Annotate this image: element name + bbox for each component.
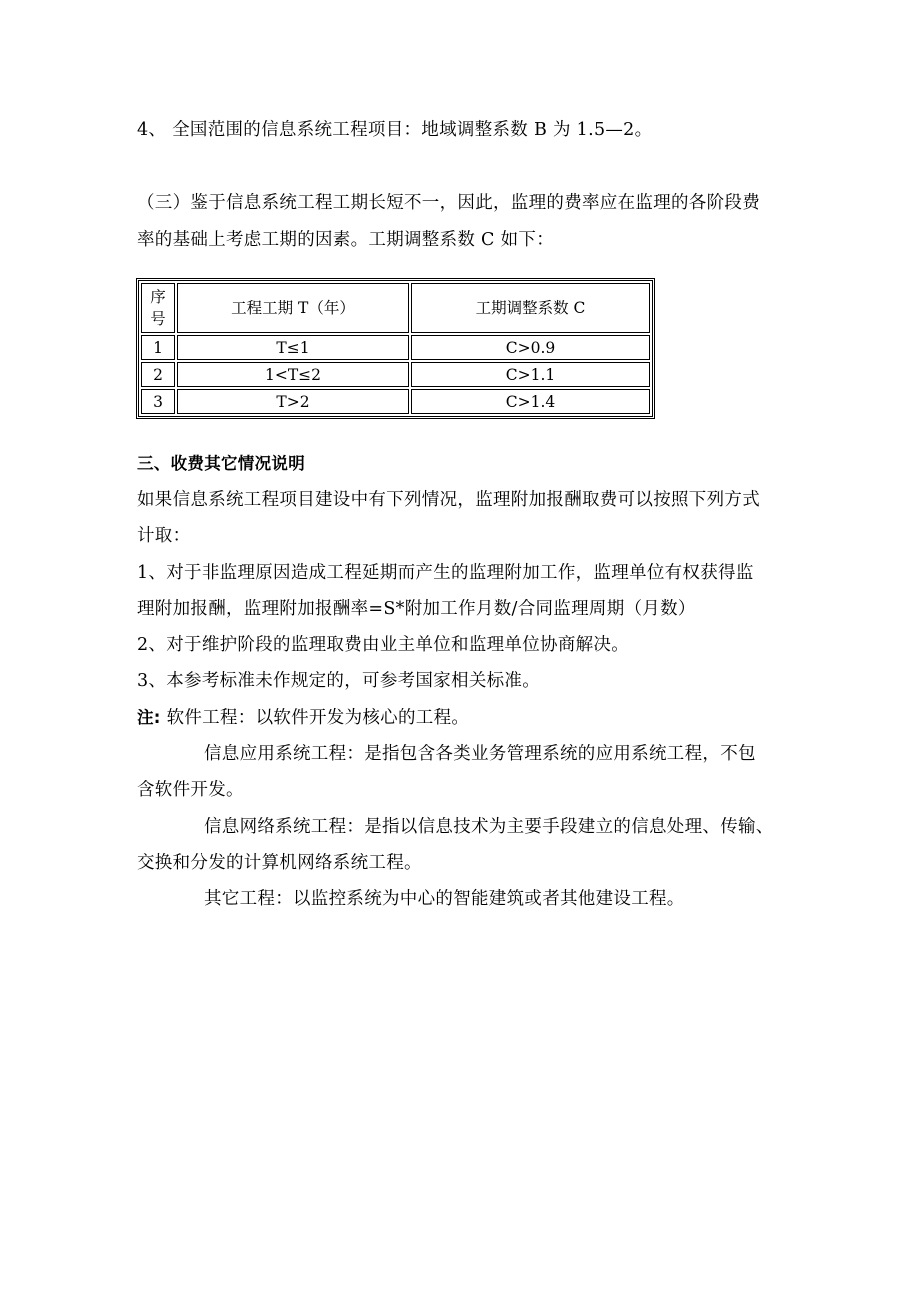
note-app-line-2: 含软件开发。 [137,780,244,800]
table-header-row [141,283,650,333]
header-seq-bottom: 号 [150,310,166,328]
rule-2: 2、对于维护阶段的监理取费由业主单位和监理单位协商解决。 [137,635,630,655]
cell-coefficient: C>0.9 [411,335,650,360]
table-row [141,389,650,414]
note-software: 软件工程：以软件开发为核心的工程。 [160,708,470,728]
section-heading: 三、收费其它情况说明 [137,454,305,473]
cell-coefficient: C>1.1 [411,362,650,387]
header-seq-top: 序 [150,288,166,306]
cell-period: T≤1 [177,335,409,360]
rule-3: 3、本参考标准未作规定的，可参考国家相关标准。 [137,671,541,691]
table-row [141,362,650,387]
cell-coefficient: C>1.4 [411,389,650,414]
intro-line-2: 计取： [137,526,191,546]
note-software-line [137,706,469,730]
table-row [141,335,650,360]
header-coefficient: 工期调整系数 C [411,283,650,333]
header-period: 工程工期 T（年） [177,283,409,333]
note-net-line-1: 信息网络系统工程：是指以信息技术为主要手段建立的信息处理、传输、 [204,817,774,837]
note-other: 其它工程：以监控系统为中心的智能建筑或者其他建设工程。 [204,889,685,909]
paragraph-3-line-1: （三）鉴于信息系统工程工期长短不一，因此，监理的费率应在监理的各阶段费 [137,193,760,213]
item-4-text: 4、 全国范围的信息系统工程项目：地域调整系数 B 为 1.5—2。 [137,120,653,140]
note-label: 注: [137,708,161,727]
cell-seq: 3 [141,389,175,414]
cell-period: T>2 [177,389,409,414]
note-net-line-2: 交换和分发的计算机网络系统工程。 [137,853,422,873]
period-coefficient-table [136,278,655,419]
rule-1-line-1: 1、对于非监理原因造成工程延期而产生的监理附加工作，监理单位有权获得监 [137,563,754,583]
header-seq [141,283,175,333]
note-app-line-1: 信息应用系统工程：是指包含各类业务管理系统的应用系统工程，不包 [204,744,756,764]
cell-seq: 2 [141,362,175,387]
paragraph-3-line-2: 率的基础上考虑工期的因素。工期调整系数 C 如下： [137,230,555,250]
cell-period: 1<T≤2 [177,362,409,387]
intro-line-1: 如果信息系统工程项目建设中有下列情况，监理附加报酬取费可以按照下列方式 [137,490,760,510]
cell-seq: 1 [141,335,175,360]
rule-1-line-2: 理附加报酬，监理附加报酬率=S*附加工作月数/合同监理周期（月数） [137,599,696,619]
